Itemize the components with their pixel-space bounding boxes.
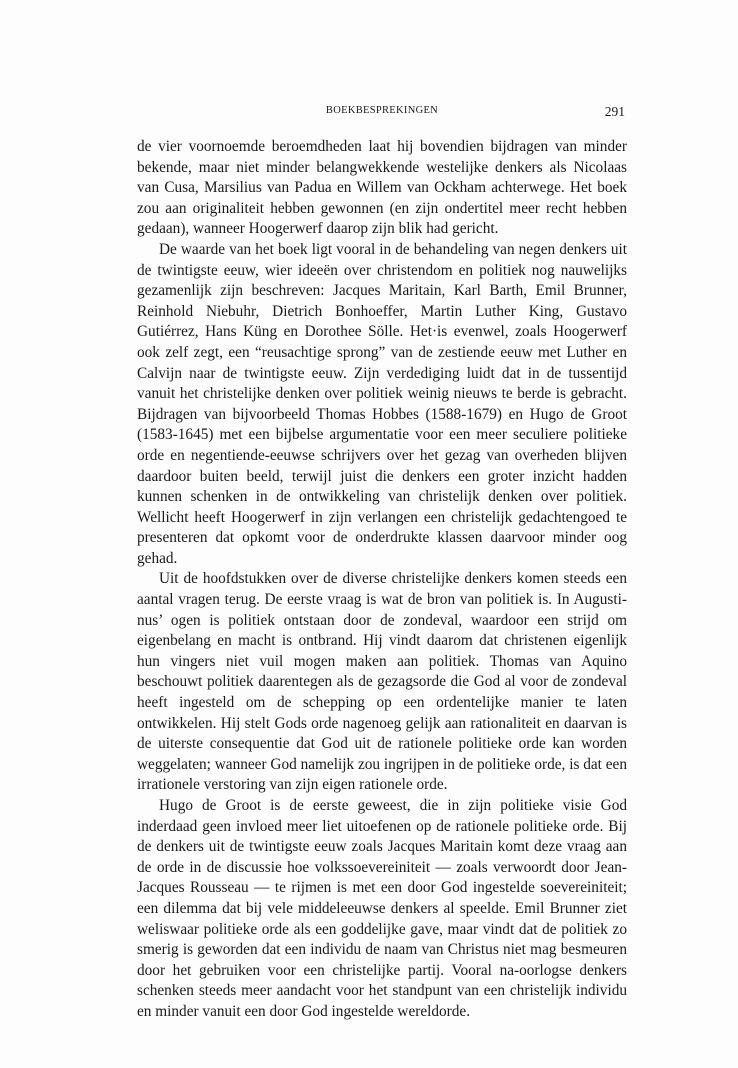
running-header xyxy=(137,104,627,122)
paragraph-1: de vier voornoemde beroemdheden laat hij bovendien bijdragen van minder bekende, maar niet minder belangwekkende westelijke denkers als Nicolaas van Cusa, Marsilius van Padua en Willem van Ockham achterwege. Het boek zou aan originaliteit hebben gewonnen (en zijn ondertitel meer recht hebben gedaan), wanneer Hoogerwerf daarop zijn blik had gericht. xyxy=(137,138,627,238)
paragraph-3: Uit de hoofdstukken over de diverse christelijke denkers komen steeds een aantal vragen terug. De eerste vraag is wat de bron van politiek is. In Augustinus’ ogen is politiek ontstaan door de zondeval, waardoor een strijd om eigenbelang en macht is ontbrand. Hij vindt daarom dat christenen eigenlijk hun vingers niet vuil mogen maken aan politiek. Thomas van Aquino beschouwt politiek daarentegen als de gezagsorde die God al voor de zondeval heeft ingesteld om de schepping op een ordentelijke manier te laten ontwikkelen. Hij stelt Gods orde nagenoeg gelijk aan rationaliteit en daarvan is de uiterste consequentie dat God uit de rationele politieke orde kan worden weggelaten; wanneer God namelijk zou ingrijpen in de politieke orde, is dat een irrationele verstoring van zijn eigen rationele orde. xyxy=(137,570,627,794)
page-number: 291 xyxy=(604,104,625,119)
body-text xyxy=(137,137,627,1023)
paragraph-4: Hugo de Groot is de eerste geweest, die in zijn politieke visie God inderdaad geen invloed meer liet uitoefenen op de rationele politieke orde. Bij de denkers uit de twintigste eeuw zoals Jacques Maritain komt deze vraag aan de orde in de discussie hoe volkssoevereiniteit — zoals verwoordt door Jean-Jacques Rousseau — te rijmen is met een door God ingestelde soevereiniteit; een dilemma dat bij vele middeleeuwse denkers al speelde. Emil Brunner ziet weliswaar politieke orde als een goddelijke gave, maar vindt dat de politiek zo smerig is geworden dat een individu de naam van Christus niet mag besmeuren door het gebruiken voor een christelijke partij. Vooral na-oorlogse denkers schenken steeds meer aandacht voor het standpunt van een christelijk individu en minder vanuit een door God ingestelde wereldorde. xyxy=(137,797,627,1020)
running-title: BOEKBESPREKINGEN xyxy=(325,105,439,116)
paragraph-2: De waarde van het boek ligt vooral in de behandeling van negen denkers uit de twintigste eeuw, wier ideeën over christendom en politiek nog nauwelijks gezamenlijk zijn beschreven: Jacques Maritain, Karl Barth, Emil Brunner, Reinhold Niebuhr, Dietrich Bonhoeffer, Martin Luther King, Gustavo Gutiérrez, Hans Küng en Dorothee Sölle. Het·is evenwel, zoals Hoogerwerf ook zelf zegt, een “reusachtige sprong” van de zestiende eeuw met Luther en Calvijn naar de twintigste eeuw. Zijn verdediging luidt dat in de tussentijd vanuit het christelijke denken over politiek weinig nieuws te berde is gebracht. Bijdragen van bijvoorbeeld Thomas Hobbes (1588-1679) en Hugo de Groot (1583-1645) met een bijbelse argumentatie voor een meer seculiere politieke orde en negentiende-eeuwse schrijvers over het gezag van overheden blijven daardoor buiten beeld, terwijl juist die denkers een groter inzicht hadden kunnen schenken in de ontwikkeling van christelijk denken over politiek. Wellicht heeft Hoogerwerf in zijn verlangen een christelijk gedachtengoed te presenteren dat opkomt voor de onderdrukte klassen daarvoor minder oog gehad. xyxy=(137,240,627,567)
